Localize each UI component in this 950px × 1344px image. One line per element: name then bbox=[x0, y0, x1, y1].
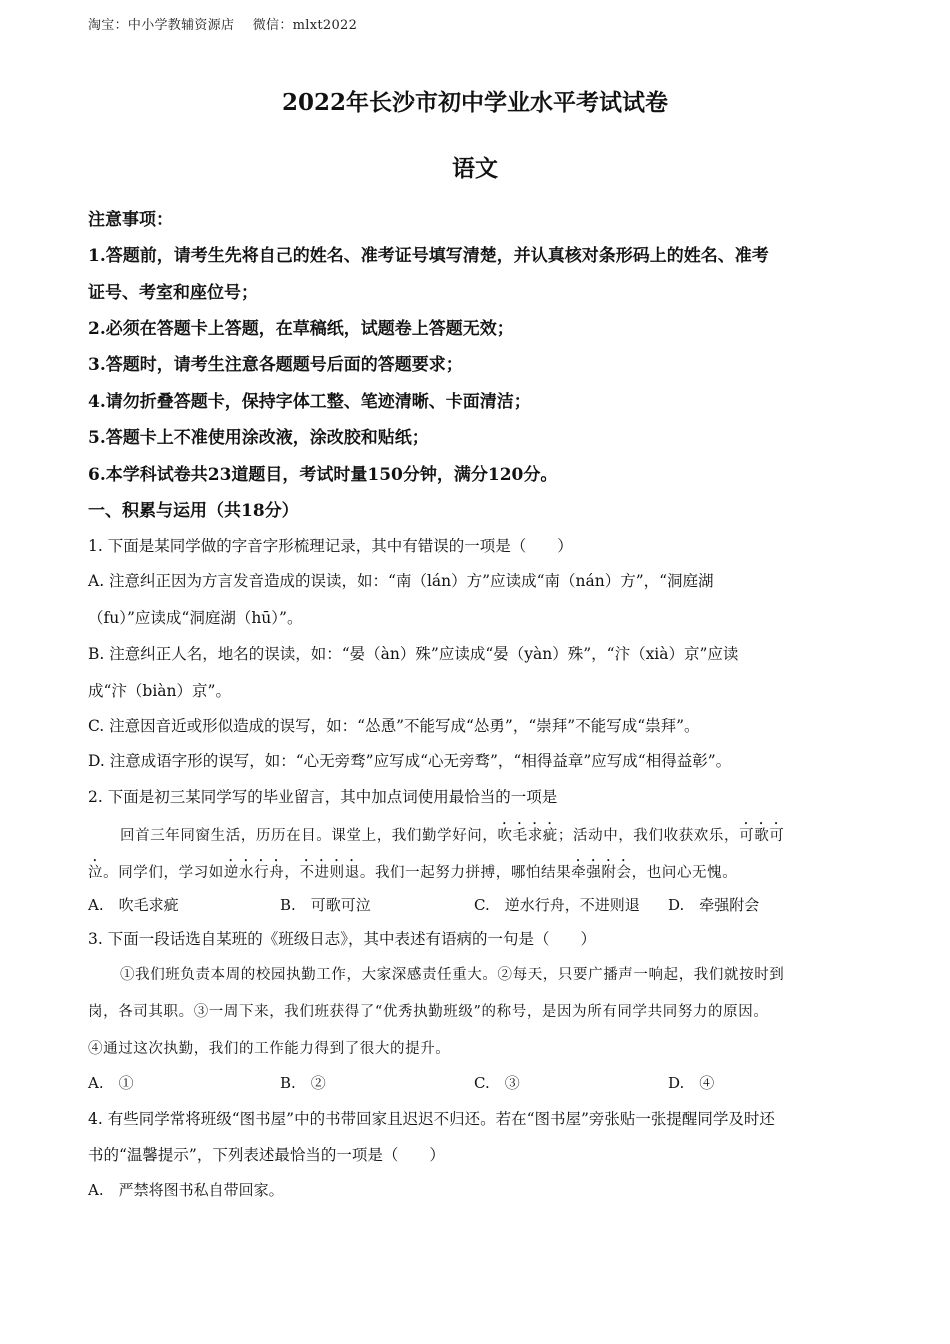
q1-option-a-line-2: （fu）”应读成“洞庭湖（hū）”。 bbox=[88, 609, 303, 627]
q2-text: 。同学们，学习如 bbox=[103, 865, 224, 881]
q3-option-b: B. ② bbox=[280, 1074, 326, 1092]
q2-text: ；活动中，我们收获欢乐， bbox=[557, 828, 740, 844]
q2-passage-line-2 bbox=[88, 857, 737, 882]
q2-passage-line-1 bbox=[120, 820, 784, 845]
exam-title: 2022年长沙市初中学业水平考试试卷 bbox=[281, 89, 668, 116]
q1-option-b-line-1: B. 注意纠正人名，地名的误读，如：“晏（àn）殊”应读成“晏（yàn）殊”，“汴（xià）京”应读 bbox=[88, 645, 739, 663]
q2-stem: 2. 下面是初三某同学写的毕业留言，其中加点词使用最恰当的一项是 bbox=[88, 788, 558, 806]
q2-option-b: B. 可歌可泣 bbox=[280, 896, 371, 914]
q4-stem-line-1: 4. 有些同学常将班级“图书屋”中的书带回家且迟迟不归还。若在“图书屋”旁张贴一张提醒同学及时还 bbox=[88, 1110, 775, 1128]
q4-option-a: A. 严禁将图书私自带回家。 bbox=[88, 1181, 284, 1199]
q1-option-b-line-2: 成“汴（biàn）京”。 bbox=[88, 682, 231, 700]
q3-passage-line-3: ④通过这次执勤，我们的工作能力得到了很大的提升。 bbox=[88, 1041, 451, 1057]
q2-text: 。我们一起努力拼搏，哪怕结果 bbox=[359, 865, 572, 881]
q4-stem-line-2: 书的“温馨提示”，下列表述最恰当的一项是（ ） bbox=[88, 1146, 445, 1164]
q3-option-a: A. ① bbox=[88, 1074, 134, 1092]
q1-option-d: D. 注意成语字形的误写，如：“心无旁骛”应写成“心无旁骛”，“相得益章”应写成“相得益彰”。 bbox=[88, 752, 732, 770]
q2-option-c: C. 逆水行舟，不进则退 bbox=[474, 896, 640, 914]
header-note bbox=[88, 14, 357, 33]
q1-stem: 1. 下面是某同学做的字音字形梳理记录，其中有错误的一项是（ ） bbox=[88, 537, 573, 555]
note-3: 3.答题时，请考生注意各题题号后面的答题要求； bbox=[88, 355, 463, 375]
q3-option-d: D. ④ bbox=[668, 1074, 715, 1092]
q2-emphasized-phrase: 可歌可 bbox=[739, 828, 785, 844]
note-6: 6.本学科试卷共23道题目，考试时量150分钟，满分120分。 bbox=[88, 465, 558, 485]
q3-passage-line-1: ①我们班负责本周的校园执勤工作，大家深感责任重大。②每天，只要广播声一响起，我们就按时到 bbox=[120, 967, 785, 983]
note-4: 4.请勿折叠答题卡，保持字体工整、笔迹清晰、卡面清洁； bbox=[88, 392, 531, 412]
subject-title: 语文 bbox=[452, 155, 498, 182]
header-wechat: 微信：mlxt2022 bbox=[252, 18, 358, 33]
q3-passage-line-2: 岗，各司其职。③一周下来，我们班获得了“优秀执勤班级”的称号，是因为所有同学共同努力的原因。 bbox=[88, 1004, 769, 1020]
q1-option-a-line-1: A. 注意纠正因为方言发音造成的误读，如：“南（lán）方”应读成“南（nán）方”，“洞庭湖 bbox=[88, 572, 714, 590]
q1-option-c: C. 注意因音近或形似造成的误写，如：“怂恿”不能写成“怂勇”，“崇拜”不能写成“祟拜”。 bbox=[88, 717, 700, 735]
q2-text: ， bbox=[284, 865, 300, 881]
q3-stem: 3. 下面一段话选自某班的《班级日志》，其中表述有语病的一句是（ ） bbox=[88, 930, 596, 948]
note-1-line-2: 证号、考室和座位号； bbox=[88, 283, 258, 303]
note-1-line-1: 1.答题前，请考生先将自己的姓名、准考证号填写清楚，并认真核对条形码上的姓名、准考 bbox=[88, 246, 769, 266]
q2-option-a: A. 吹毛求疵 bbox=[88, 896, 179, 914]
q2-emphasized-phrase: 牵强附会 bbox=[571, 865, 632, 881]
q2-emphasized-phrase: 不进则退 bbox=[299, 865, 360, 881]
q2-emphasized-phrase: 吹毛求疵 bbox=[497, 828, 558, 844]
q2-option-d: D. 牵强附会 bbox=[668, 896, 760, 914]
note-5: 5.答题卡上不准使用涂改液，涂改胶和贴纸； bbox=[88, 428, 429, 448]
header-taobao: 淘宝：中小学教辅资源店 bbox=[88, 18, 235, 33]
notes-heading: 注意事项： bbox=[88, 210, 173, 230]
q2-emphasized-phrase: 逆水行舟 bbox=[223, 865, 285, 881]
q2-text: ，也问心无愧。 bbox=[631, 865, 738, 881]
q2-emphasized-phrase: 泣 bbox=[88, 865, 104, 881]
q2-text: 回首三年同窗生活，历历在目。课堂上，我们勤学好问， bbox=[120, 828, 498, 844]
q3-option-c: C. ③ bbox=[474, 1074, 520, 1092]
section-1-title: 一、积累与运用（共18分） bbox=[88, 501, 299, 521]
note-2: 2.必须在答题卡上答题，在草稿纸，试题卷上答题无效； bbox=[88, 319, 514, 339]
